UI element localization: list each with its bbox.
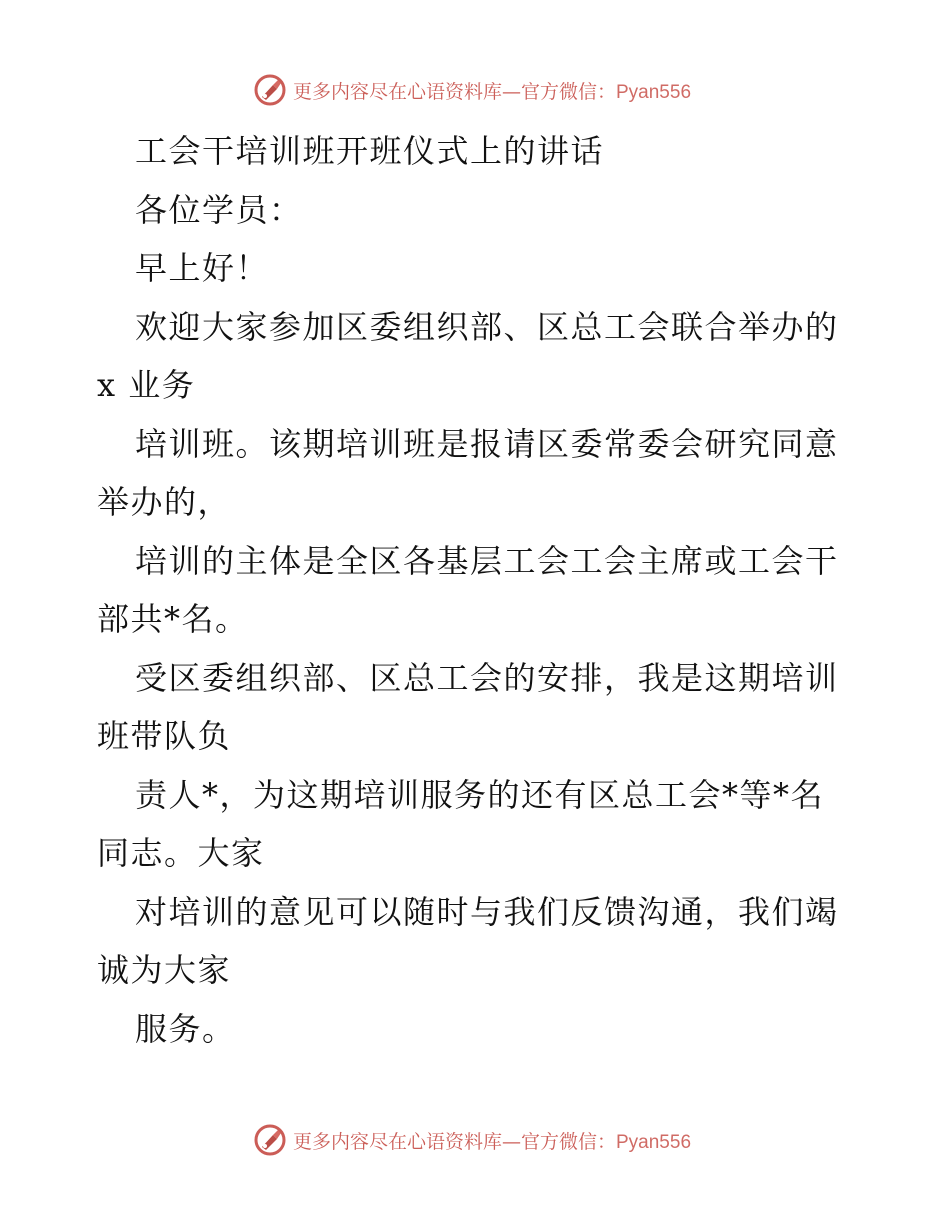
- pen-nib-circle-icon: [253, 1123, 287, 1157]
- text-line: 部共*名。: [97, 600, 249, 638]
- text-line: 同志。大家: [97, 834, 265, 872]
- text-line: x 业务: [97, 366, 196, 404]
- text-line: 工会干培训班开班仪式上的讲话: [135, 132, 605, 170]
- footer-watermark: [0, 1120, 950, 1160]
- text-line: 培训班。该期培训班是报请区委常委会研究同意: [135, 424, 839, 463]
- text-line: 早上好！: [135, 249, 270, 287]
- text-line: 各位学员：: [135, 190, 303, 229]
- watermark-wechat-id: Pyan556: [616, 1131, 692, 1153]
- watermark-text: 更多内容尽在心语资料库—官方微信：Pyan556: [292, 1130, 692, 1153]
- watermark-text: 更多内容尽在心语资料库—官方微信：Pyan556: [292, 80, 692, 103]
- text-line: 诚为大家: [97, 951, 232, 989]
- text-line: 欢迎大家参加区委组织部、区总工会联合举办的: [135, 307, 839, 346]
- text-line: 责人*，为这期培训服务的还有区总工会*等*名: [135, 775, 825, 814]
- text-line: 举办的，: [97, 483, 232, 521]
- text-line: 对培训的意见可以随时与我们反馈沟通，我们竭: [135, 892, 839, 931]
- text-line: 受区委组织部、区总工会的安排，我是这期培训: [135, 658, 839, 697]
- watermark-wechat-id: Pyan556: [616, 81, 692, 103]
- header-watermark: [0, 70, 950, 110]
- text-line: 班带队负: [97, 717, 232, 755]
- document-body: [97, 122, 857, 1058]
- text-line: 服务。: [135, 1009, 236, 1048]
- pen-nib-circle-icon: [253, 73, 287, 107]
- text-line: 培训的主体是全区各基层工会工会主席或工会干: [135, 541, 839, 580]
